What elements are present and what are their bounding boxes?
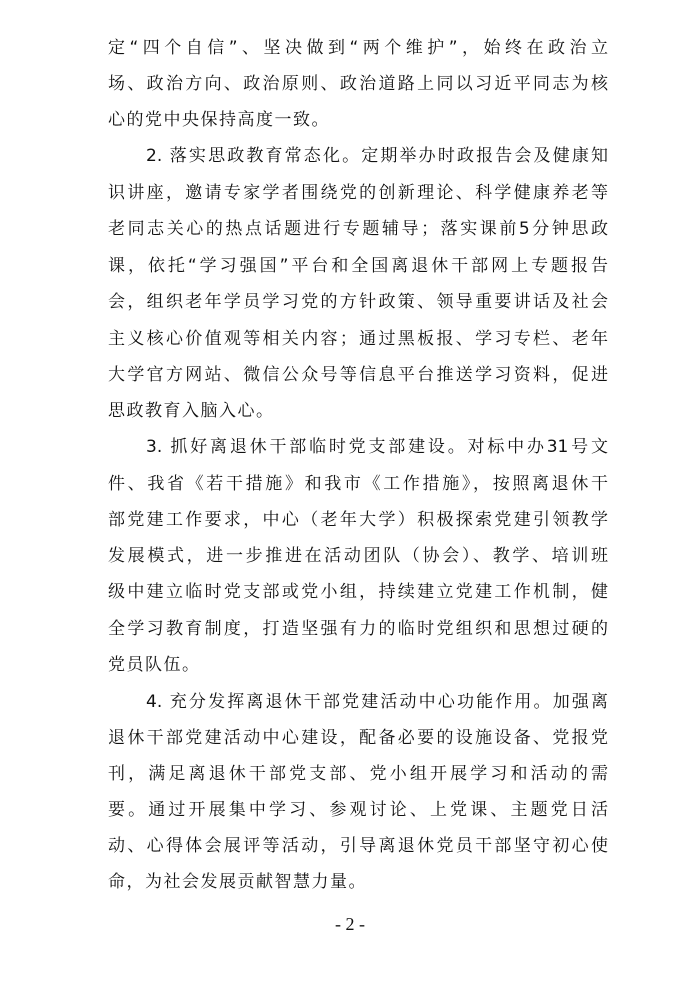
paragraph-4-line-5: 动、心得体会展评等活动，引导离退休党员干部坚守初心使 (108, 836, 608, 856)
page-number: - 2 - (335, 914, 365, 935)
paragraph-4-line-3: 刊，满足离退休干部党支部、党小组开展学习和活动的需 (108, 763, 608, 784)
paragraph-2-line-1: 2. 落实思政教育常态化。定期举办时政报告会及健康知 (146, 146, 608, 167)
paragraph-3-line-1: 3. 抓好离退休干部临时党支部建设。对标中办31号文 (146, 437, 608, 457)
paragraph-3-line-3: 部党建工作要求，中心（老年大学）积极探索党建引领教学 (108, 510, 608, 531)
paragraph-3-line-5: 级中建立临时党支部或党小组，持续建立党建工作机制，健 (108, 582, 608, 603)
paragraph-4-line-2: 退休干部党建活动中心建设，配备必要的设施设备、党报党 (108, 727, 608, 748)
paragraph-3-line-2: 件、我省《若干措施》和我市《工作措施》，按照离退休干 (108, 473, 608, 494)
paragraph-2-line-5: 会，组织老年学员学习党的方针政策、领导重要讲话及社会 (108, 291, 608, 312)
paragraph-3-line-4: 发展模式，进一步推进在活动团队（协会）、教学、培训班 (108, 546, 608, 567)
paragraph-2-line-2: 识讲座，邀请专家学者围绕党的创新理论、科学健康养老等 (108, 183, 608, 204)
paragraph-1-line-3: 心的党中央保持高度一致。 (108, 110, 330, 131)
paragraph-4-line-6: 命，为社会发展贡献智慧力量。 (108, 872, 367, 893)
paragraph-2-line-3: 老同志关心的热点话题进行专题辅导；落实课前5分钟思政 (108, 219, 608, 240)
paragraph-4-line-1: 4. 充分发挥离退休干部党建活动中心功能作用。加强离 (146, 691, 608, 712)
paragraph-2-line-4: 课，依托“学习强国”平台和全国离退休干部网上专题报告 (108, 255, 608, 276)
paragraph-4-line-4: 要。通过开展集中学习、参观讨论、上党课、主题党日活 (108, 799, 608, 820)
paragraph-3-line-6: 全学习教育制度，打造坚强有力的临时党组织和思想过硬的 (108, 619, 608, 640)
paragraph-2-line-7: 大学官方网站、微信公众号等信息平台推送学习资料，促进 (108, 364, 608, 385)
paragraph-1-line-2: 场、政治方向、政治原则、政治道路上同以习近平同志为核 (108, 74, 608, 95)
paragraph-2-line-6: 主义核心价值观等相关内容；通过黑板报、学习专栏、老年 (108, 328, 608, 349)
paragraph-3-line-7: 党员队伍。 (108, 655, 201, 676)
paragraph-1-line-1: 定“四个自信”、坚决做到“两个维护”，始终在政治立 (108, 38, 608, 58)
paragraph-2-line-8: 思政教育入脑入心。 (108, 400, 275, 421)
